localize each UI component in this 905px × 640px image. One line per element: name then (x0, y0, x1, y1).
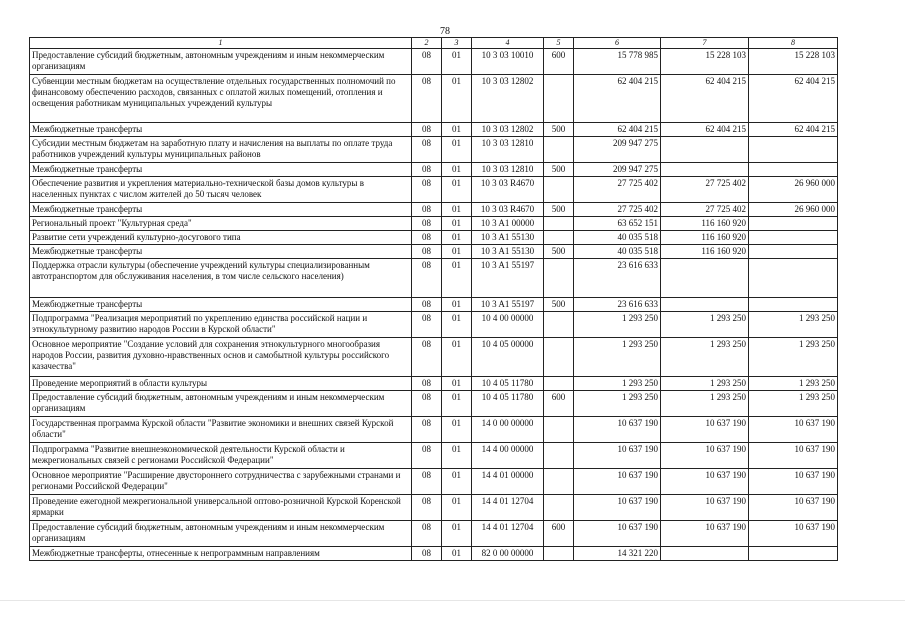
table-row (30, 469, 838, 495)
amount-year2-cell: 62 404 215 (661, 123, 749, 137)
row-name-cell: Подпрограмма "Реализация мероприятий по укреплению единства российской нации и этнокультурному развитию народов России в Курской области" (30, 312, 412, 338)
target-article-cell: 10 4 05 11780 (472, 377, 544, 391)
amount-year2-cell: 10 637 190 (661, 521, 749, 547)
table-row (30, 521, 838, 547)
subsection-cell: 01 (442, 49, 472, 75)
amount-year3-cell (749, 217, 838, 231)
expense-type-cell (544, 377, 574, 391)
section-cell: 08 (412, 177, 442, 203)
subsection-cell: 01 (442, 245, 472, 259)
row-name-cell: Межбюджетные трансферты (30, 203, 412, 217)
amount-year1-cell: 15 778 985 (574, 49, 661, 75)
table-header-row (30, 38, 838, 49)
amount-year3-cell (749, 245, 838, 259)
expense-type-cell (544, 338, 574, 377)
amount-year2-cell (661, 137, 749, 163)
amount-year2-cell: 10 637 190 (661, 443, 749, 469)
target-article-cell: 10 3 A1 55130 (472, 231, 544, 245)
section-cell: 08 (412, 312, 442, 338)
header-cell: 6 (574, 38, 661, 49)
subsection-cell: 01 (442, 547, 472, 561)
section-cell: 08 (412, 137, 442, 163)
expense-type-cell: 500 (544, 245, 574, 259)
expense-type-cell (544, 75, 574, 123)
target-article-cell: 10 3 03 12810 (472, 137, 544, 163)
row-name-cell: Межбюджетные трансферты (30, 245, 412, 259)
section-cell: 08 (412, 203, 442, 217)
amount-year2-cell (661, 547, 749, 561)
expense-type-cell (544, 312, 574, 338)
section-cell: 08 (412, 49, 442, 75)
expense-type-cell: 600 (544, 521, 574, 547)
section-cell: 08 (412, 391, 442, 417)
target-article-cell: 14 0 00 00000 (472, 417, 544, 443)
amount-year2-cell (661, 259, 749, 298)
expense-type-cell (544, 417, 574, 443)
amount-year1-cell: 10 637 190 (574, 443, 661, 469)
amount-year1-cell: 63 652 151 (574, 217, 661, 231)
amount-year1-cell: 14 321 220 (574, 547, 661, 561)
header-cell: 4 (472, 38, 544, 49)
target-article-cell: 10 3 03 12802 (472, 75, 544, 123)
amount-year3-cell (749, 547, 838, 561)
subsection-cell: 01 (442, 137, 472, 163)
amount-year2-cell: 10 637 190 (661, 469, 749, 495)
amount-year2-cell: 1 293 250 (661, 391, 749, 417)
amount-year3-cell: 15 228 103 (749, 49, 838, 75)
amount-year1-cell: 1 293 250 (574, 312, 661, 338)
table-row (30, 377, 838, 391)
amount-year3-cell (749, 137, 838, 163)
budget-table (29, 37, 838, 561)
table-row (30, 443, 838, 469)
subsection-cell: 01 (442, 443, 472, 469)
table-row (30, 123, 838, 137)
amount-year1-cell: 27 725 402 (574, 203, 661, 217)
table-row (30, 312, 838, 338)
expense-type-cell: 500 (544, 163, 574, 177)
expense-type-cell: 600 (544, 391, 574, 417)
row-name-cell: Межбюджетные трансферты, отнесенные к непрограммным направлениям (30, 547, 412, 561)
subsection-cell: 01 (442, 391, 472, 417)
row-name-cell: Подпрограмма "Развитие внешнеэкономической деятельности Курской области и межрегиональных связей с регионами Российской Федерации" (30, 443, 412, 469)
amount-year2-cell: 116 160 920 (661, 231, 749, 245)
target-article-cell: 10 3 A1 55130 (472, 245, 544, 259)
header-cell: 3 (442, 38, 472, 49)
row-name-cell: Предоставление субсидий бюджетным, автономным учреждениям и иным некоммерческим организациям (30, 521, 412, 547)
header-cell: 2 (412, 38, 442, 49)
table-row (30, 495, 838, 521)
amount-year1-cell: 10 637 190 (574, 521, 661, 547)
row-name-cell: Поддержка отрасли культуры (обеспечение учреждений культуры специализированным автотранспортом для обслуживания населения, в том числе сельского населения) (30, 259, 412, 298)
amount-year3-cell: 62 404 215 (749, 123, 838, 137)
target-article-cell: 10 3 03 R4670 (472, 203, 544, 217)
amount-year2-cell: 15 228 103 (661, 49, 749, 75)
amount-year1-cell: 1 293 250 (574, 377, 661, 391)
section-cell: 08 (412, 417, 442, 443)
amount-year3-cell (749, 231, 838, 245)
expense-type-cell (544, 259, 574, 298)
amount-year2-cell: 10 637 190 (661, 417, 749, 443)
row-name-cell: Основное мероприятие "Расширение двустороннего сотрудничества с зарубежными странами и регионами Российской Федерации" (30, 469, 412, 495)
table-row (30, 163, 838, 177)
amount-year3-cell: 10 637 190 (749, 417, 838, 443)
section-cell: 08 (412, 443, 442, 469)
amount-year2-cell: 1 293 250 (661, 377, 749, 391)
expense-type-cell (544, 231, 574, 245)
target-article-cell: 14 4 01 12704 (472, 521, 544, 547)
table-row (30, 49, 838, 75)
target-article-cell: 10 3 03 R4670 (472, 177, 544, 203)
section-cell: 08 (412, 547, 442, 561)
page-number: 78 (440, 26, 450, 37)
section-cell: 08 (412, 163, 442, 177)
subsection-cell: 01 (442, 75, 472, 123)
subsection-cell: 01 (442, 163, 472, 177)
row-name-cell: Основное мероприятие "Создание условий для сохранения этнокультурного многообразия народов России, развития духовно-нравственных основ и самобытной культуры российского казачества" (30, 338, 412, 377)
target-article-cell: 14 4 01 00000 (472, 469, 544, 495)
subsection-cell: 01 (442, 177, 472, 203)
expense-type-cell (544, 495, 574, 521)
amount-year3-cell (749, 259, 838, 298)
amount-year3-cell: 26 960 000 (749, 177, 838, 203)
amount-year3-cell: 10 637 190 (749, 469, 838, 495)
table-row (30, 338, 838, 377)
subsection-cell: 01 (442, 259, 472, 298)
amount-year2-cell: 116 160 920 (661, 245, 749, 259)
amount-year3-cell: 1 293 250 (749, 377, 838, 391)
table-row (30, 177, 838, 203)
amount-year1-cell: 209 947 275 (574, 163, 661, 177)
amount-year1-cell: 10 637 190 (574, 495, 661, 521)
row-name-cell: Межбюджетные трансферты (30, 163, 412, 177)
section-cell: 08 (412, 469, 442, 495)
expense-type-cell: 500 (544, 123, 574, 137)
amount-year2-cell: 116 160 920 (661, 217, 749, 231)
target-article-cell: 82 0 00 00000 (472, 547, 544, 561)
amount-year3-cell: 10 637 190 (749, 495, 838, 521)
section-cell: 08 (412, 217, 442, 231)
target-article-cell: 10 3 03 10010 (472, 49, 544, 75)
subsection-cell: 01 (442, 521, 472, 547)
amount-year2-cell: 27 725 402 (661, 203, 749, 217)
target-article-cell: 10 4 05 11780 (472, 391, 544, 417)
subsection-cell: 01 (442, 298, 472, 312)
header-cell: 1 (30, 38, 412, 49)
expense-type-cell: 600 (544, 49, 574, 75)
expense-type-cell (544, 469, 574, 495)
expense-type-cell (544, 137, 574, 163)
page-divider (0, 600, 905, 601)
amount-year1-cell: 1 293 250 (574, 391, 661, 417)
amount-year1-cell: 23 616 633 (574, 259, 661, 298)
target-article-cell: 10 4 00 00000 (472, 312, 544, 338)
expense-type-cell: 500 (544, 203, 574, 217)
amount-year3-cell (749, 163, 838, 177)
amount-year1-cell: 10 637 190 (574, 417, 661, 443)
amount-year3-cell: 10 637 190 (749, 443, 838, 469)
row-name-cell: Предоставление субсидий бюджетным, автономным учреждениям и иным некоммерческим организациям (30, 49, 412, 75)
row-name-cell: Проведение мероприятий в области культуры (30, 377, 412, 391)
table-row (30, 75, 838, 123)
target-article-cell: 10 3 A1 55197 (472, 259, 544, 298)
amount-year3-cell: 26 960 000 (749, 203, 838, 217)
table-row (30, 547, 838, 561)
target-article-cell: 14 4 01 12704 (472, 495, 544, 521)
row-name-cell: Развитие сети учреждений культурно-досугового типа (30, 231, 412, 245)
expense-type-cell (544, 443, 574, 469)
section-cell: 08 (412, 338, 442, 377)
subsection-cell: 01 (442, 338, 472, 377)
subsection-cell: 01 (442, 312, 472, 338)
row-name-cell: Субвенции местным бюджетам на осуществление отдельных государственных полномочий по финансовому обеспечению расходов, связанных с оплатой жилых помещений, отопления и освещения работникам муниципальных учреждений культуры (30, 75, 412, 123)
amount-year1-cell: 27 725 402 (574, 177, 661, 203)
table-row (30, 417, 838, 443)
section-cell: 08 (412, 75, 442, 123)
amount-year3-cell: 1 293 250 (749, 312, 838, 338)
subsection-cell: 01 (442, 495, 472, 521)
amount-year2-cell: 10 637 190 (661, 495, 749, 521)
expense-type-cell (544, 217, 574, 231)
section-cell: 08 (412, 495, 442, 521)
target-article-cell: 10 4 05 00000 (472, 338, 544, 377)
amount-year1-cell: 23 616 633 (574, 298, 661, 312)
row-name-cell: Государственная программа Курской области "Развитие экономики и внешних связей Курской области" (30, 417, 412, 443)
target-article-cell: 10 3 A1 00000 (472, 217, 544, 231)
amount-year1-cell: 40 035 518 (574, 245, 661, 259)
target-article-cell: 14 4 00 00000 (472, 443, 544, 469)
section-cell: 08 (412, 521, 442, 547)
section-cell: 08 (412, 377, 442, 391)
amount-year3-cell: 62 404 215 (749, 75, 838, 123)
amount-year3-cell (749, 298, 838, 312)
amount-year1-cell: 62 404 215 (574, 123, 661, 137)
amount-year2-cell: 27 725 402 (661, 177, 749, 203)
row-name-cell: Проведение ежегодной межрегиональной универсальной оптово-розничной Курской Коренской ярмарки (30, 495, 412, 521)
amount-year1-cell: 62 404 215 (574, 75, 661, 123)
expense-type-cell: 500 (544, 298, 574, 312)
row-name-cell: Межбюджетные трансферты (30, 298, 412, 312)
amount-year1-cell: 1 293 250 (574, 338, 661, 377)
table-row (30, 203, 838, 217)
table-row (30, 245, 838, 259)
subsection-cell: 01 (442, 217, 472, 231)
header-cell: 7 (661, 38, 749, 49)
subsection-cell: 01 (442, 123, 472, 137)
section-cell: 08 (412, 245, 442, 259)
section-cell: 08 (412, 259, 442, 298)
header-cell: 5 (544, 38, 574, 49)
amount-year2-cell: 62 404 215 (661, 75, 749, 123)
section-cell: 08 (412, 298, 442, 312)
amount-year2-cell (661, 298, 749, 312)
amount-year2-cell: 1 293 250 (661, 312, 749, 338)
table-row (30, 137, 838, 163)
subsection-cell: 01 (442, 469, 472, 495)
subsection-cell: 01 (442, 417, 472, 443)
row-name-cell: Межбюджетные трансферты (30, 123, 412, 137)
table-row (30, 298, 838, 312)
row-name-cell: Обеспечение развития и укрепления материально-технической базы домов культуры в населенных пунктах с числом жителей до 50 тысяч человек (30, 177, 412, 203)
header-cell: 8 (749, 38, 838, 49)
target-article-cell: 10 3 03 12802 (472, 123, 544, 137)
amount-year3-cell: 1 293 250 (749, 338, 838, 377)
row-name-cell: Предоставление субсидий бюджетным, автономным учреждениям и иным некоммерческим организациям (30, 391, 412, 417)
subsection-cell: 01 (442, 231, 472, 245)
amount-year3-cell: 1 293 250 (749, 391, 838, 417)
row-name-cell: Региональный проект "Культурная среда" (30, 217, 412, 231)
target-article-cell: 10 3 A1 55197 (472, 298, 544, 312)
table-row (30, 391, 838, 417)
row-name-cell: Субсидии местным бюджетам на заработную плату и начисления на выплаты по оплате труда работников учреждений культуры муниципальных районов (30, 137, 412, 163)
amount-year2-cell: 1 293 250 (661, 338, 749, 377)
amount-year1-cell: 10 637 190 (574, 469, 661, 495)
amount-year1-cell: 40 035 518 (574, 231, 661, 245)
section-cell: 08 (412, 123, 442, 137)
amount-year1-cell: 209 947 275 (574, 137, 661, 163)
target-article-cell: 10 3 03 12810 (472, 163, 544, 177)
expense-type-cell (544, 547, 574, 561)
expense-type-cell (544, 177, 574, 203)
subsection-cell: 01 (442, 203, 472, 217)
subsection-cell: 01 (442, 377, 472, 391)
section-cell: 08 (412, 231, 442, 245)
table-row (30, 231, 838, 245)
amount-year3-cell: 10 637 190 (749, 521, 838, 547)
table-row (30, 259, 838, 298)
amount-year2-cell (661, 163, 749, 177)
table-row (30, 217, 838, 231)
